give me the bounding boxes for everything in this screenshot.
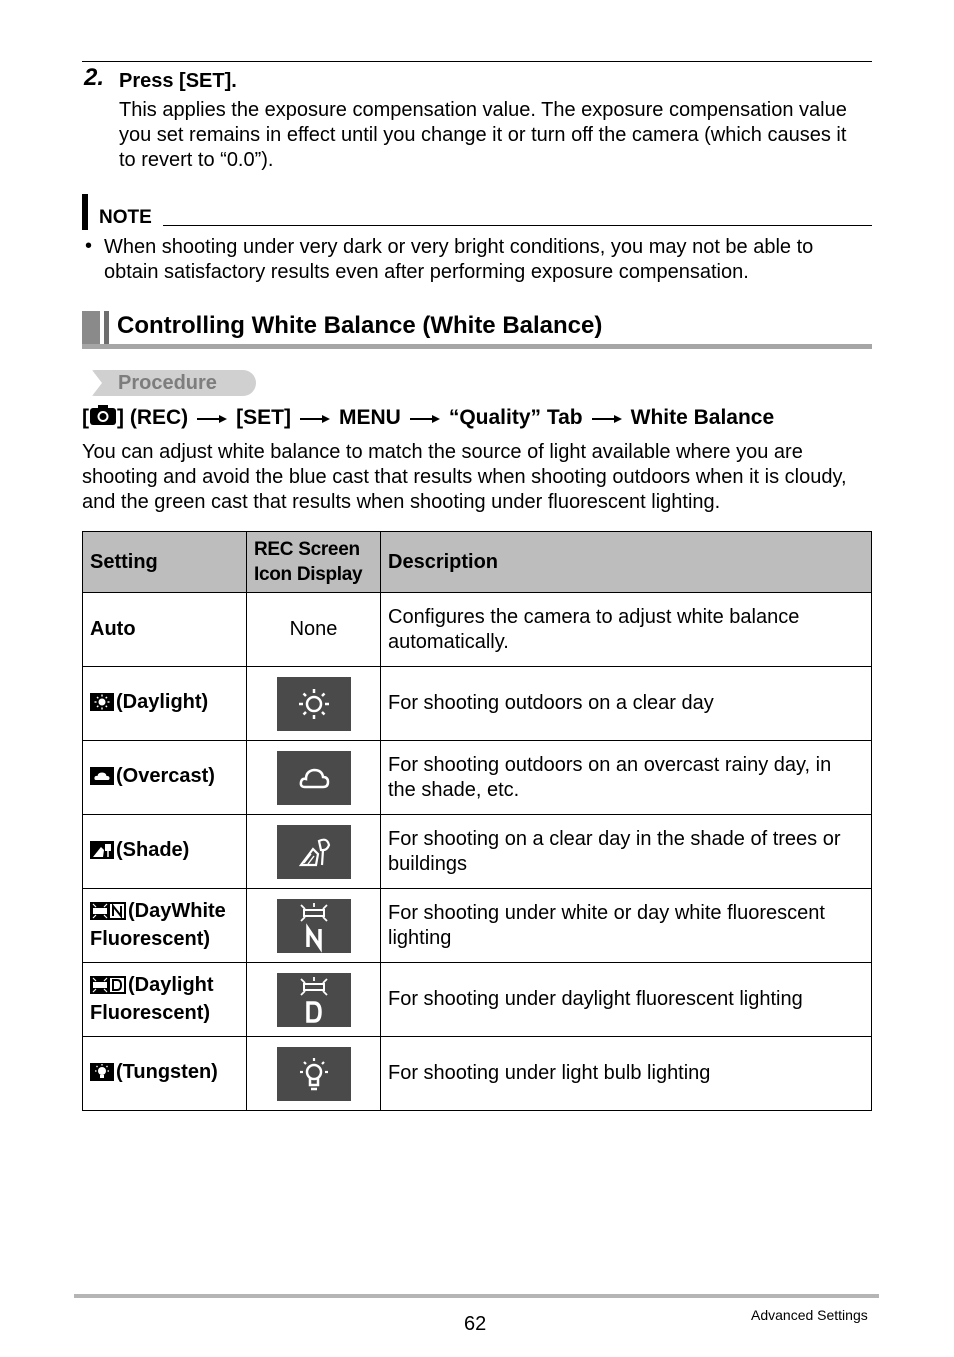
description-cell: For shooting under daylight fluorescent lighting bbox=[381, 963, 872, 1037]
table-header-row bbox=[83, 532, 872, 593]
setting-label-line2: Fluorescent) bbox=[90, 1002, 211, 1024]
description-cell: For shooting outdoors on an overcast rainy day, in the shade, etc. bbox=[381, 741, 872, 815]
path-bracket-open: [ bbox=[82, 406, 89, 429]
fluorescent-n-mini-icon bbox=[90, 902, 126, 927]
rec-icon-cell bbox=[247, 593, 381, 667]
setting-cell bbox=[83, 593, 247, 667]
rec-icon-cell bbox=[247, 963, 381, 1037]
fluorescent-d-icon bbox=[277, 973, 351, 1027]
table-row bbox=[83, 593, 872, 667]
shade-icon bbox=[277, 825, 351, 879]
fluorescent-n-icon bbox=[277, 899, 351, 953]
setting-label-line2: Fluorescent) bbox=[90, 928, 211, 950]
setting-label: Auto bbox=[90, 618, 136, 640]
procedure-badge-arrow bbox=[92, 370, 102, 396]
camera-icon bbox=[90, 405, 116, 431]
table-row bbox=[83, 741, 872, 815]
setting-cell bbox=[83, 963, 247, 1037]
setting-label: (Daylight) bbox=[116, 690, 209, 713]
step-title: Press [SET]. bbox=[119, 70, 237, 92]
rec-icon-cell bbox=[247, 667, 381, 741]
header-rec-line1: REC Screen bbox=[254, 539, 360, 560]
sun-mini-icon bbox=[90, 693, 114, 718]
description-cell: Configures the camera to adjust white balance automatically. bbox=[381, 593, 872, 667]
description-cell: For shooting under white or day white fluorescent lighting bbox=[381, 889, 872, 963]
path-set: [SET] bbox=[236, 406, 291, 429]
arrow-right-icon bbox=[300, 406, 330, 430]
cloud-icon bbox=[277, 751, 351, 805]
step-body: This applies the exposure compensation value. The exposure compensation value you set remains in effect until you change it or turn off the camera (which causes it to revert to “0.0”). bbox=[119, 99, 847, 171]
rec-icon-cell bbox=[247, 1037, 381, 1111]
table-row bbox=[83, 1037, 872, 1111]
description-cell: For shooting under light bulb lighting bbox=[381, 1037, 872, 1111]
setting-label: (Tungsten) bbox=[116, 1060, 218, 1083]
procedure-badge-notch bbox=[82, 370, 92, 396]
table-row bbox=[83, 889, 872, 963]
path-menu: MENU bbox=[338, 406, 401, 429]
note-label: NOTE bbox=[99, 207, 152, 228]
note-marker bbox=[82, 194, 88, 230]
table-row bbox=[83, 963, 872, 1037]
bulb-mini-icon bbox=[90, 1063, 114, 1088]
menu-path bbox=[82, 405, 774, 431]
note-bullet: • bbox=[85, 235, 93, 257]
setting-cell bbox=[83, 1037, 247, 1111]
rec-icon-cell bbox=[247, 815, 381, 889]
note-divider bbox=[163, 225, 872, 226]
description-cell: For shooting outdoors on a clear day bbox=[381, 667, 872, 741]
path-quality-tab: “Quality” Tab bbox=[448, 406, 583, 429]
section-underline bbox=[82, 344, 872, 349]
header-description: Description bbox=[381, 532, 872, 593]
header-rec-line2: Icon Display bbox=[254, 564, 363, 585]
arrow-right-icon bbox=[197, 406, 227, 430]
setting-label: (Shade) bbox=[116, 838, 190, 861]
setting-label: (Daylight bbox=[128, 974, 214, 996]
arrow-right-icon bbox=[410, 406, 440, 430]
procedure-label: Procedure bbox=[118, 372, 217, 394]
setting-label: (Overcast) bbox=[116, 764, 215, 787]
top-rule bbox=[82, 61, 872, 62]
page-number: 62 bbox=[464, 1313, 487, 1335]
setting-cell bbox=[83, 889, 247, 963]
rec-icon-cell bbox=[247, 889, 381, 963]
header-setting: Setting bbox=[83, 532, 247, 593]
setting-cell bbox=[83, 741, 247, 815]
section-title: Controlling White Balance (White Balance) bbox=[117, 312, 603, 339]
rec-icon-cell bbox=[247, 741, 381, 815]
cloud-mini-icon bbox=[90, 767, 114, 792]
setting-label: (DayWhite bbox=[128, 900, 226, 922]
shade-mini-icon bbox=[90, 841, 114, 866]
white-balance-table bbox=[82, 531, 872, 1111]
setting-cell bbox=[83, 667, 247, 741]
bulb-icon bbox=[277, 1047, 351, 1101]
path-white-balance: White Balance bbox=[630, 406, 775, 429]
step-number: 2. bbox=[84, 64, 105, 91]
table-row bbox=[83, 815, 872, 889]
setting-cell bbox=[83, 815, 247, 889]
header-rec-screen-icon bbox=[247, 532, 381, 593]
intro-paragraph: You can adjust white balance to match the source of light available where you are shooting and avoid the blue cast that results when shooting outdoors when it is cloudy, and the green cast that results when shooting under fluorescent lighting. bbox=[82, 441, 847, 513]
footer-rule bbox=[74, 1294, 879, 1298]
sun-icon bbox=[277, 677, 351, 731]
icon-none-label: None bbox=[289, 618, 338, 640]
footer-section-title: Advanced Settings bbox=[751, 1307, 868, 1323]
path-rec: ] (REC) bbox=[117, 406, 189, 429]
table-row bbox=[83, 667, 872, 741]
note-text: When shooting under very dark or very bright conditions, you may not be able to obtain satisfactory results even after performing exposure compensation. bbox=[104, 236, 814, 283]
description-cell: For shooting on a clear day in the shade of trees or buildings bbox=[381, 815, 872, 889]
arrow-right-icon bbox=[592, 406, 622, 430]
fluorescent-d-mini-icon bbox=[90, 976, 126, 1001]
